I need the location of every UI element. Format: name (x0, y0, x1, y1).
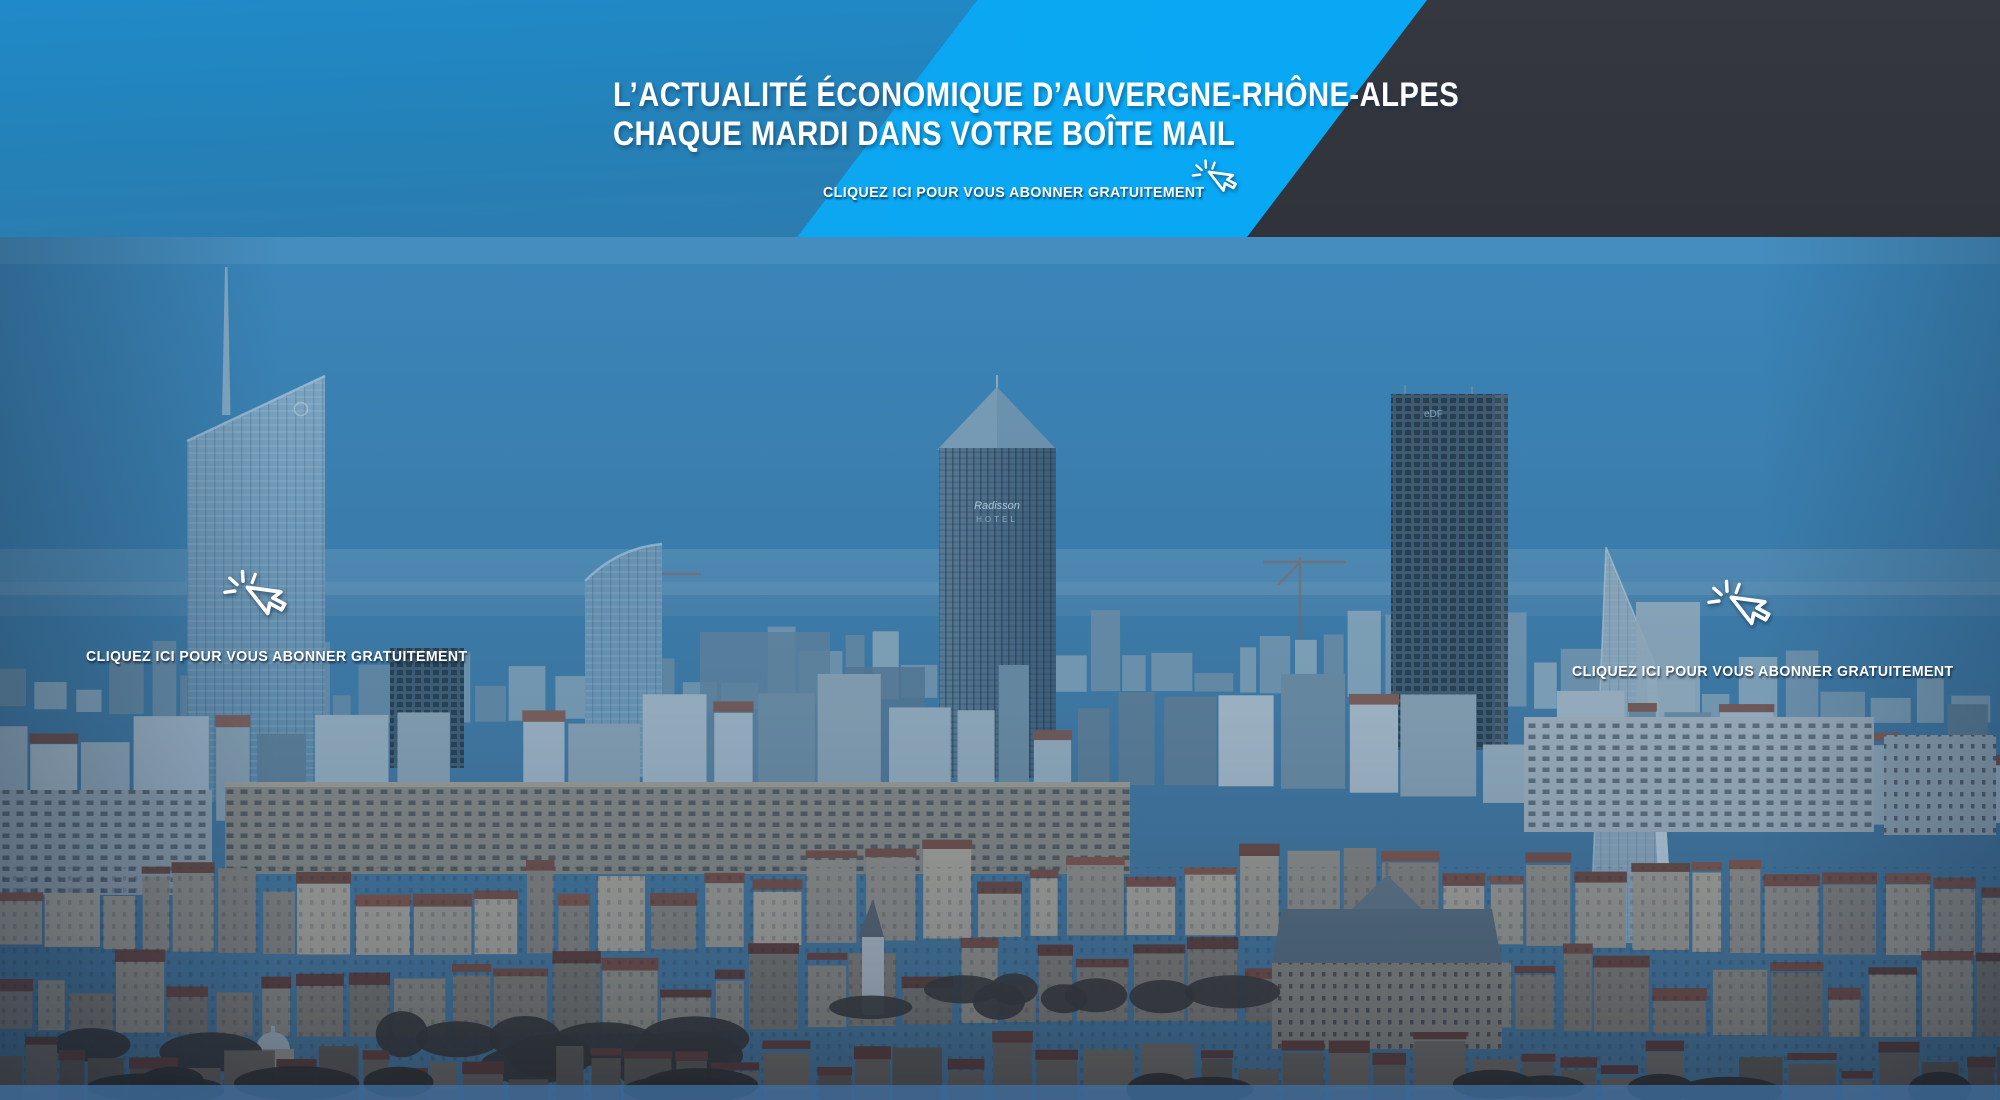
right-subscribe-link[interactable]: CLIQUEZ ICI POUR VOUS ABONNER GRATUITEMENT (1572, 663, 1954, 680)
headline-line-2: CHAQUE MARDI DANS VOTRE BOÎTE MAIL (613, 115, 1236, 153)
left-subscribe-link[interactable]: CLIQUEZ ICI POUR VOUS ABONNER GRATUITEMENT (86, 648, 468, 665)
banner-subscribe-link[interactable]: CLIQUEZ ICI POUR VOUS ABONNER GRATUITEMENT (823, 184, 1205, 201)
cursor-click-icon[interactable] (218, 569, 288, 631)
headline-line-1: L’ACTUALITÉ ÉCONOMIQUE D’AUVERGNE-RHÔNE-ALPES (613, 76, 1460, 114)
bottom-divider-strip (0, 1085, 2000, 1100)
top-banner (0, 0, 2000, 237)
lyon-cityscape-photo (0, 237, 2000, 1100)
cursor-click-icon[interactable] (1188, 158, 1238, 204)
banner-headline (613, 76, 1459, 154)
cursor-click-icon[interactable] (1702, 579, 1772, 641)
